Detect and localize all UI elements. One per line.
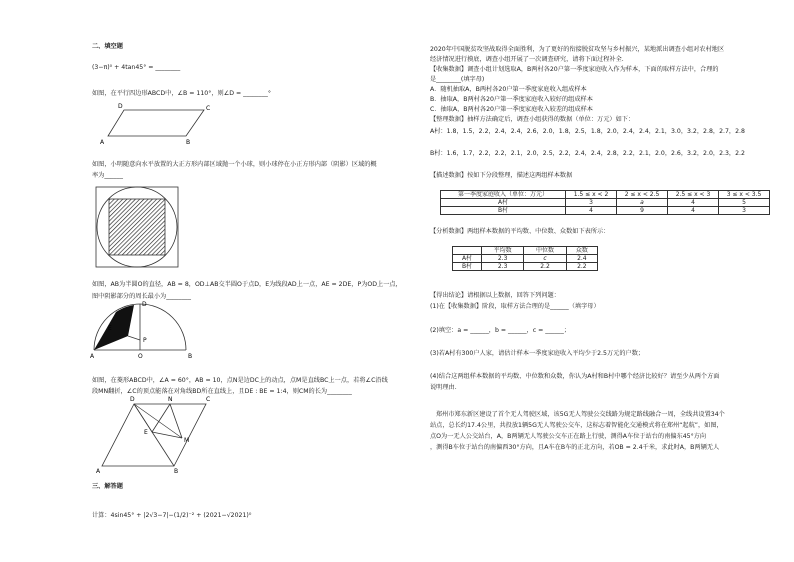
label-D: D	[118, 103, 123, 110]
semicircle-figure	[90, 300, 200, 360]
b-village-data: B村：1.6，1.7，2.2，2.2，2.1，2.0，2.5，2.2，2.4，2.4，2.8，2.2，2.1，2.0，2.6，3.2，2.0，2.3，2.2	[430, 150, 745, 157]
table-cell: 4	[566, 207, 617, 215]
label-C: C	[206, 105, 211, 112]
analyze-line: 【分析数据】两组样本数据的平均数、中位数、众数如下表所示：	[430, 228, 610, 235]
section-fill-title: 二、填空题	[92, 43, 123, 50]
question-expression: (3−π)⁰ + 4tan45° = ________	[92, 64, 181, 71]
table-row	[453, 263, 598, 271]
sub-question-1: (1)在【收集数据】阶段，取样方法合理的是______（填字母）	[430, 303, 600, 310]
question-parallelogram: 如图，在平行四边形ABCD中，∠B = 110°，则∠D = ________°	[92, 90, 271, 97]
statistics-table	[452, 246, 598, 271]
label-B: B	[174, 468, 179, 475]
table-header-cell: 众数	[566, 247, 597, 255]
frequency-table	[440, 190, 770, 215]
parallelogram-figure	[96, 104, 216, 150]
label-A: A	[100, 139, 105, 146]
table-cell: 2.3	[482, 255, 524, 263]
square-circle-figure	[94, 185, 184, 270]
table-row	[441, 207, 770, 215]
label-E: E	[144, 429, 148, 436]
option-a: A．随机抽取A，B两村各20户第一季度家庭收入组成样本	[430, 86, 587, 93]
table-header-cell	[453, 247, 482, 255]
table-cell: 2.2	[566, 263, 597, 271]
table-header-cell: 平均数	[482, 247, 524, 255]
sub-question-4-line2: 说明理由.	[430, 384, 457, 391]
table-header-cell: 2 ≤ x < 2.5	[617, 191, 668, 199]
label-D: D	[130, 396, 135, 403]
bus-line2: 站点，总长约17.4公里，共投放1辆5G无人驾驶公交车，这标志着智能化交通模式将在郑州“起航”，如图，	[430, 422, 723, 429]
intro-line1: 2020年中国脱贫攻坚战取得全面胜利，为了更好的衔接脱贫攻坚与乡村振兴，某地派出调查小组对农村地区	[430, 46, 725, 53]
collect-line1: 【收集数据】调查小组计划选取A，B两村各20户第一季度家庭收入作为样本，下面的取样方法中，合理的	[430, 66, 719, 73]
question-square-line2: 率为______	[92, 172, 123, 179]
question-rhombus-line2: 段MN翻折，∠C的顶点能落在对角线BD所在直线上，且DE : BE = 1:4，则CM的长为________	[92, 388, 352, 395]
intro-line2: 经济情况进行摸底，调查小组开展了一次调查研究，请将下面过程补全.	[430, 56, 624, 63]
table-cell: c	[524, 255, 566, 263]
sub-question-2: (2)填空：a = ______，b = ______，c = ______；	[430, 327, 571, 334]
label-O: O	[138, 353, 143, 360]
table-cell: B村	[441, 207, 566, 215]
bus-line4: ，测得B车位于站台的南偏西30°方向，且A车在B车的正北方向，若OB = 2.4千米，求此时A，B两辆无人	[430, 444, 720, 451]
rhombus-figure	[94, 396, 214, 474]
describe-line: 【描述数据】按如下分段整理，描述这两组样本数据	[430, 172, 573, 179]
a-village-data: A村：1.8，1.5，2.2，2.4，2.4，2.6，2.0，1.8，2.5，1.8，2.0，2.4，2.4，2.1，3.0，3.2，2.8，2.7，2.8	[430, 128, 745, 135]
label-B: B	[186, 139, 191, 146]
collect-line2: 是________(填字母)	[430, 76, 485, 83]
table-cell: 3	[719, 207, 770, 215]
conclude-line: 【得出结论】请根据以上数据，回答下列问题：	[430, 292, 560, 299]
question-arc-line2: 图中阴影部分的周长最小为________	[92, 293, 191, 300]
table-row	[453, 255, 598, 263]
table-cell: 9	[617, 207, 668, 215]
table-cell: 2.3	[482, 263, 524, 271]
table-cell: 2.4	[566, 255, 597, 263]
table-cell: a	[617, 199, 668, 207]
table-cell: 4	[668, 207, 719, 215]
table-cell: 4	[668, 199, 719, 207]
table-header-row	[441, 191, 770, 199]
label-A: A	[90, 353, 95, 360]
question-calc: 计算：4sin45° + |2√3−7|−(1/2)⁻² + (2021−√2021)⁰	[92, 512, 252, 519]
table-header-row	[453, 247, 598, 255]
option-c: C．抽取A，B两村各20户第一季度家庭收入较差的组成样本	[430, 106, 593, 113]
sub-question-3: (3)若A村有300户人家，请估计样本一季度家庭收入平均少于2.5万元的户数；	[430, 350, 645, 357]
label-E: E	[108, 325, 112, 332]
label-M: M	[184, 437, 190, 444]
bus-line1: 郑州市郑东新区建设了首个无人驾驶区域，该5G无人驾驶公交线路为规定路线融合一周，全线共设置34个	[436, 411, 725, 418]
label-C: C	[206, 396, 211, 403]
table-header-cell: 中位数	[524, 247, 566, 255]
table-header-cell: 3 ≤ x < 3.5	[719, 191, 770, 199]
table-cell: B村	[453, 263, 482, 271]
label-N: N	[168, 396, 173, 403]
table-header-cell: 2.5 ≤ x < 3	[668, 191, 719, 199]
table-header-cell: 1.5 ≤ x < 2	[566, 191, 617, 199]
label-B: B	[188, 353, 193, 360]
question-square-line1: 如图，小明随意向水平放置的大正方形内部区域抛一个小球，则小球停在小正方形内部（阴影）区域的概	[92, 161, 377, 168]
table-cell: 2.2	[524, 263, 566, 271]
bus-line3: 点O为一无人公交站台，A，B两辆无人驾驶公交车正在路上行驶，测得A车位于站台的南偏东45°方向	[430, 433, 707, 440]
table-cell: A村	[441, 199, 566, 207]
table-cell: A村	[453, 255, 482, 263]
table-cell: 3	[566, 199, 617, 207]
option-b: B．抽取A，B两村各20户第一季度家庭收入较好的组成样本	[430, 96, 593, 103]
label-A: A	[96, 468, 101, 475]
question-rhombus-line1: 如图，在菱形ABCD中，∠A = 60°，AB = 10，点N是边DC上的动点，点M是直线BC上一点，若将∠C沿线	[92, 377, 388, 384]
organize-line: 【整理数据】抽样方法确定后，调查小组获得的数据（单位：万元）如下：	[430, 116, 635, 123]
table-cell: 5	[719, 199, 770, 207]
table-row	[441, 199, 770, 207]
section-answer-title: 三、解答题	[92, 483, 123, 490]
label-P: P	[143, 337, 147, 344]
question-arc-line1: 如图，AB为半圆O的直径，AB = 8，OD⊥AB交半圆O于点D，E为线段AD上一点，AE = 2DE，P为OD上一点，	[92, 281, 402, 288]
sub-question-4-line1: (4)结合这两组样本数据的平均数、中位数和众数，你认为A村和B村中哪个经济比较好？请至少从两个方面	[430, 373, 720, 380]
table-header-cell: 第一季度家庭收入（单位：万元）	[441, 191, 566, 199]
label-D: D	[142, 301, 147, 308]
